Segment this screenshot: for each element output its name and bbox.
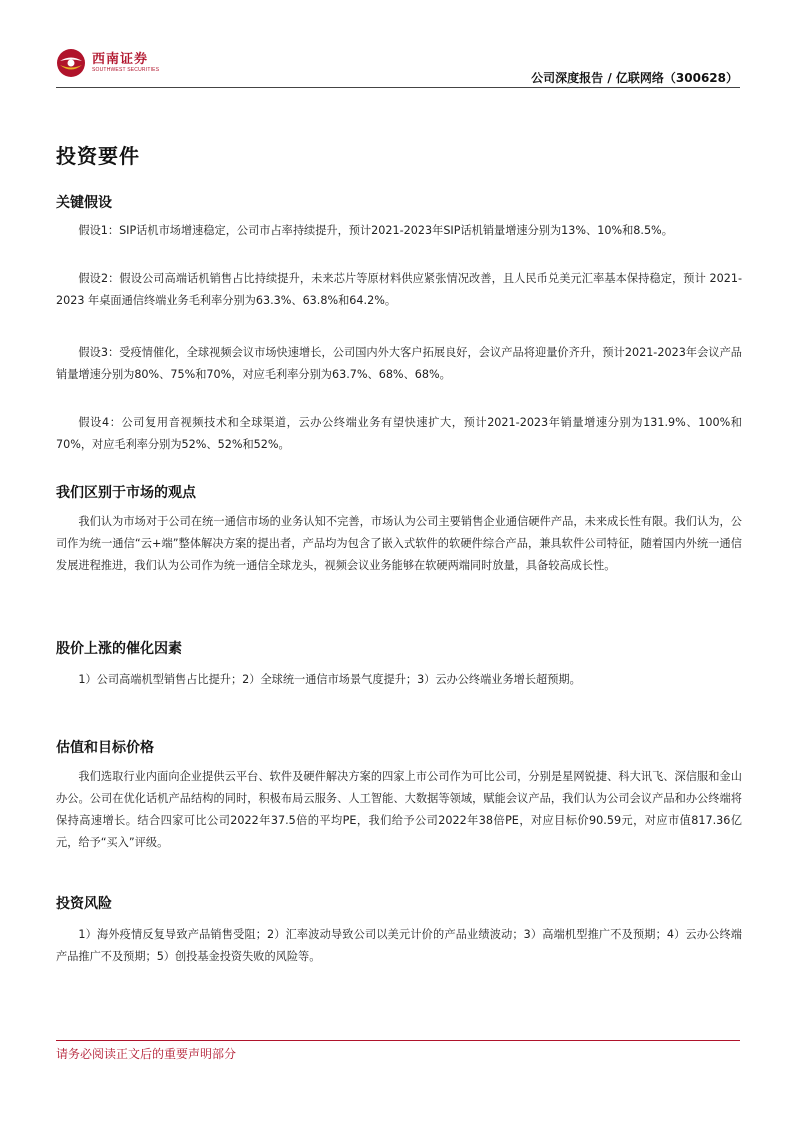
- catalyst-paragraph: 1）公司高端机型销售占比提升；2）全球统一通信市场景气度提升；3）云办公终端业务增长超预期。: [78, 673, 581, 686]
- risk-paragraph: 1）海外疫情反复导致产品销售受阻；2）汇率波动导致公司以美元计价的产品业绩波动；3）高端机型推广不及预期；4）云办公终端产品推广不及预期；5）创投基金投资失败的风险等。: [56, 928, 742, 963]
- brand-name-en: SOUTHWEST SECURITIES: [92, 67, 160, 73]
- assumption-paragraph-4: 假设4：公司复用音视频技术和全球渠道，云办公终端业务有望快速扩大，预计2021-2023年销量增速分别为131.9%、100%和70%，对应毛利率分别为52%、52%和52%。: [56, 416, 742, 451]
- view-paragraph: 我们认为市场对于公司在统一通信市场的业务认知不完善，市场认为公司主要销售企业通信硬件产品，未来成长性有限。我们认为，公司作为统一通信“云+端”整体解决方案的提出者，产品均为包含了嵌入式软件的软硬件综合产品，兼具软件公司特征，随着国内外统一通信发展进程推进，我们认为公司作为统一通信全球龙头，视频会议业务能够在软硬两端同时放量，具备较高成长性。: [56, 515, 742, 572]
- brand-name-cn: 西南证券: [92, 52, 149, 67]
- brand-logo-icon: [56, 48, 86, 78]
- page-header: [56, 44, 740, 90]
- assumption-paragraph-1: 假设1：SIP话机市场增速稳定，公司市占率持续提升，预计2021-2023年SIP话机销量增速分别为13%、10%和8.5%。: [78, 224, 673, 237]
- footer-divider: [56, 1040, 740, 1041]
- report-label: 公司深度报告 / 亿联网络（300628）: [531, 71, 738, 85]
- brand-logo: [56, 48, 159, 78]
- section-heading-valuation: 估值和目标价格: [56, 740, 154, 756]
- header-divider: [56, 87, 740, 88]
- section-heading-view: 我们区别于市场的观点: [56, 485, 196, 501]
- page-title: 投资要件: [56, 144, 140, 168]
- section-heading-catalyst: 股价上涨的催化因素: [56, 641, 182, 657]
- assumption-paragraph-2: 假设2：假设公司高端话机销售占比持续提升，未来芯片等原材料供应紧张情况改善，且人民币兑美元汇率基本保持稳定，预计 2021-2023 年桌面通信终端业务毛利率分别为63.3%、63.8%和64.2%。: [56, 272, 742, 307]
- section-heading-assumptions: 关键假设: [56, 195, 112, 211]
- assumption-paragraph-3: 假设3：受疫情催化，全球视频会议市场快速增长，公司国内外大客户拓展良好，会议产品将迎量价齐升，预计2021-2023年会议产品销量增速分别为80%、75%和70%，对应毛利率分别为63.7%、68%、68%。: [56, 346, 742, 381]
- footer-disclaimer: 请务必阅读正文后的重要声明部分: [56, 1047, 237, 1061]
- valuation-paragraph: 我们选取行业内面向企业提供云平台、软件及硬件解决方案的四家上市公司作为可比公司，分别是星网锐捷、科大讯飞、深信服和金山办公。公司在优化话机产品结构的同时，积极布局云服务、人工智能、大数据等领域，赋能会议产品，我们认为公司会议产品和办公终端将保持高速增长。结合四家可比公司2022年37.5倍的平均PE，我们给予公司2022年38倍PE，对应目标价90.59元，对应市值817.36亿元，给予“买入”评级。: [56, 770, 742, 849]
- section-heading-risk: 投资风险: [56, 896, 112, 912]
